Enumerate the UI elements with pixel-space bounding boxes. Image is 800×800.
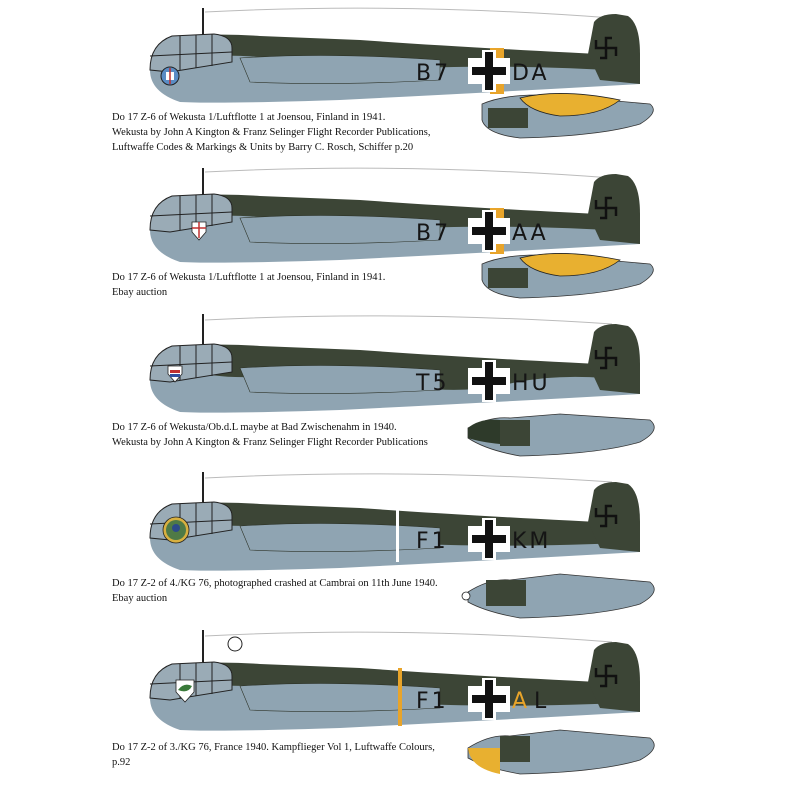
caption-4: [112, 576, 438, 606]
caption-line: Wekusta by John A Kington & Franz Selinger Flight Recorder Publications: [112, 437, 428, 448]
code-left-4: F1: [416, 529, 449, 554]
code-right-5b: L: [534, 689, 550, 714]
code-left-1: B7: [416, 61, 452, 86]
caption-line: Luftwaffe Codes & Markings & Units by Barry C. Rosch, Schiffer p.20: [112, 142, 414, 153]
profile-1: [0, 0, 800, 160]
caption-line: p.92: [112, 757, 131, 768]
profile-4: [0, 468, 800, 628]
caption-line: Do 17 Z-6 of Wekusta/Ob.d.L maybe at Bad Zwischenahm in 1940.: [112, 422, 397, 433]
caption-line: Do 17 Z-2 of 3./KG 76, France 1940. Kampflieger Vol 1, Luftwaffe Colours,: [112, 742, 435, 753]
nacelle-inset-2: [482, 253, 653, 298]
aircraft-side-view-5: [0, 628, 800, 800]
caption-2: [112, 270, 385, 300]
nacelle-inset-5: [468, 730, 654, 774]
nacelle-inset-4: [462, 574, 654, 618]
code-left-2: B7: [416, 221, 452, 246]
fuselage-band: [396, 506, 399, 562]
caption-line: Ebay auction: [112, 593, 168, 604]
code-right-1: DA: [512, 61, 550, 86]
caption-line: Do 17 Z-6 of Wekusta 1/Luftflotte 1 at Joensou, Finland in 1941.: [112, 112, 386, 123]
nose-emblem-4: [163, 517, 189, 543]
profile-3: [0, 310, 800, 470]
caption-line: Do 17 Z-2 of 4./KG 76, photographed crashed at Cambrai on 11th June 1940.: [112, 578, 438, 589]
caption-line: Ebay auction: [112, 287, 168, 298]
nacelle-inset-1: [482, 93, 653, 138]
profile-5: [0, 628, 800, 800]
caption-1: [112, 110, 431, 155]
nacelle-inset-3: [468, 414, 654, 456]
profile-2: [0, 160, 800, 320]
caption-3: [112, 420, 428, 450]
fuselage-band: [398, 668, 402, 726]
code-right-4: KM: [512, 529, 552, 554]
caption-line: Do 17 Z-6 of Wekusta 1/Luftflotte 1 at Joensou, Finland in 1941.: [112, 272, 386, 283]
caption-5: [112, 740, 435, 770]
code-left-5: F1: [416, 689, 449, 714]
code-left-3: T5: [416, 371, 450, 396]
caption-line: Wekusta by John A Kington & Franz Selinger Flight Recorder Publications,: [112, 127, 431, 138]
code-right-3: HU: [512, 371, 551, 396]
code-right-5a: A: [512, 689, 531, 714]
loop-antenna-icon: [228, 637, 242, 651]
code-right-2: AA: [512, 221, 549, 246]
